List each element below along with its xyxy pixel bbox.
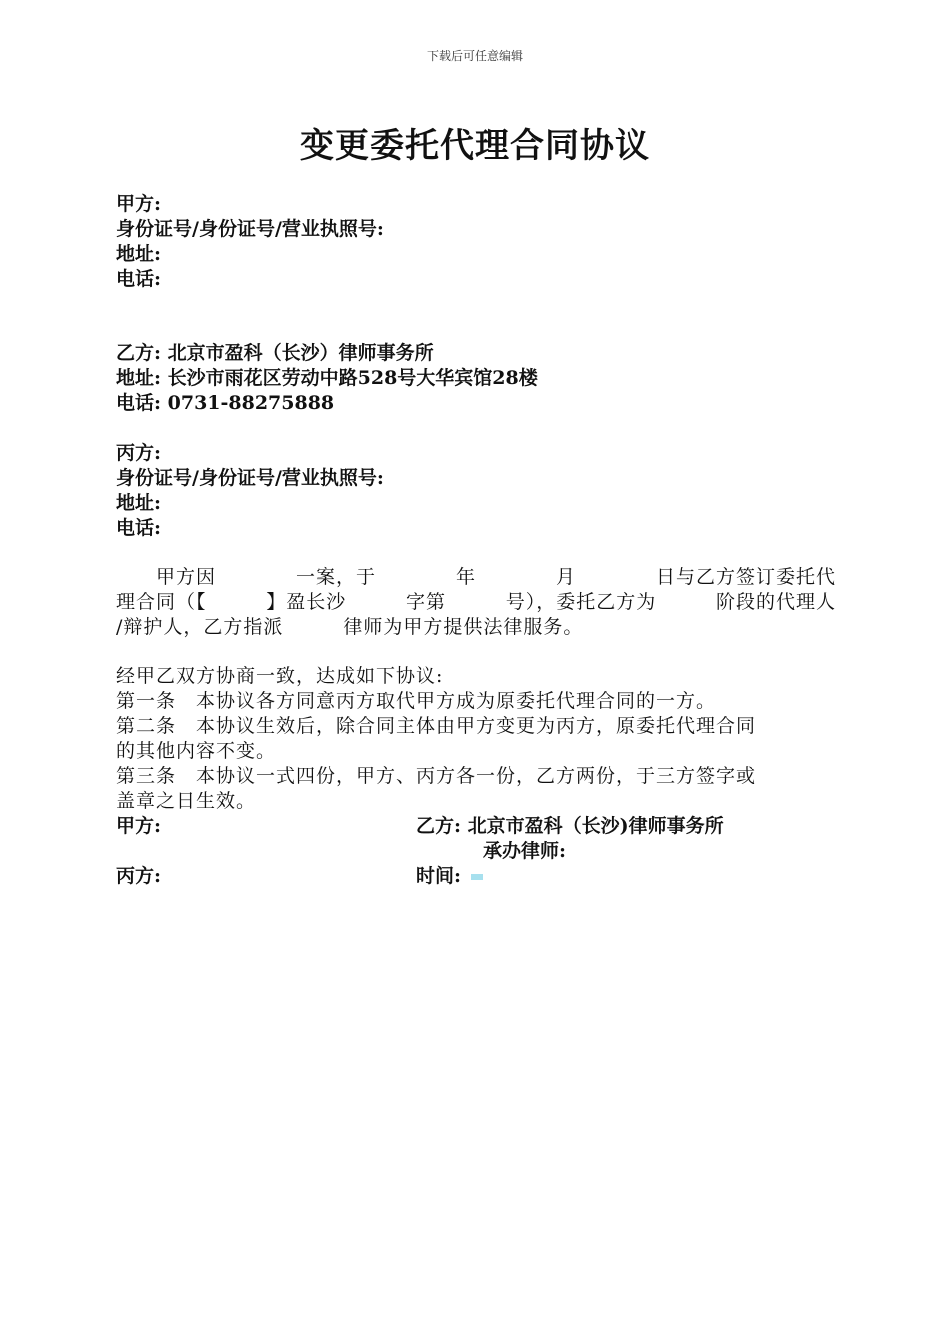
intro-text: 年 (455, 566, 476, 588)
party-c-block (116, 441, 836, 541)
intro-text: 字第 (405, 591, 446, 613)
article-2-line-1: 第二条 本协议生效后，除合同主体由甲方变更为丙方，原委托代理合同 (116, 715, 757, 737)
signature-party-a: 甲方: (116, 815, 162, 837)
signature-row-2 (116, 839, 836, 864)
intro-line-2 (116, 590, 836, 615)
party-a-block (116, 192, 836, 292)
party-a-id-label: 身份证号/身份证号/营业执照号: (116, 218, 384, 240)
highlight-mark (471, 874, 483, 880)
party-a-label: 甲方: (116, 193, 162, 215)
signature-party-c: 丙方: (116, 865, 162, 887)
signature-time: 时间: (416, 865, 462, 887)
signature-row-1 (116, 814, 836, 839)
intro-text: 号），委托乙方为 (505, 591, 657, 613)
intro-paragraph (116, 565, 836, 640)
intro-text: 月 (555, 566, 576, 588)
party-a-phone-label: 电话: (116, 268, 162, 290)
signature-row-3 (116, 864, 836, 889)
article-2-line-2: 的其他内容不变。 (116, 740, 277, 762)
intro-text: 阶段的代理人 (715, 591, 836, 613)
intro-text: 一案，于 (295, 566, 376, 588)
article-3-line-1: 第三条 本协议一式四份，甲方、丙方各一份，乙方两份，于三方签字或 (116, 765, 757, 787)
party-b-name: 乙方: 北京市盈科（长沙）律师事务所 (116, 342, 434, 364)
article-3-line-2: 盖章之日生效。 (116, 790, 257, 812)
party-b-block (116, 341, 836, 416)
signature-time-group (416, 864, 483, 889)
party-c-phone-label: 电话: (116, 517, 162, 539)
intro-text: 甲方因 (116, 566, 217, 588)
intro-text: 】盈长沙 (266, 591, 347, 613)
party-a-address-label: 地址: (116, 243, 162, 265)
party-c-label: 丙方: (116, 442, 162, 464)
signature-party-b: 乙方: 北京市盈科（长沙)律师事务所 (416, 815, 724, 837)
party-b-phone: 电话: 0731-88275888 (116, 392, 335, 414)
intro-line-1 (116, 565, 836, 590)
signature-lawyer: 承办律师: (483, 840, 567, 862)
intro-text: 理合同（【 (116, 591, 207, 613)
party-c-id-label: 身份证号/身份证号/营业执照号: (116, 467, 384, 489)
intro-text: 日与乙方签订委托代 (655, 566, 836, 588)
article-1: 第一条 本协议各方同意丙方取代甲方成为原委托代理合同的一方。 (116, 690, 717, 712)
agreement-terms (116, 664, 836, 814)
party-c-address-label: 地址: (116, 492, 162, 514)
header-note: 下载后可任意编辑 (426, 49, 523, 63)
party-b-address: 地址: 长沙市雨花区劳动中路528号大华宾馆28楼 (116, 367, 538, 389)
document-title: 变更委托代理合同协议 (300, 126, 650, 166)
intro-line-3: /辩护人，乙方指派 律师为甲方提供法律服务。 (116, 616, 584, 638)
agreement-lead: 经甲乙双方协商一致，达成如下协议: (116, 665, 444, 687)
